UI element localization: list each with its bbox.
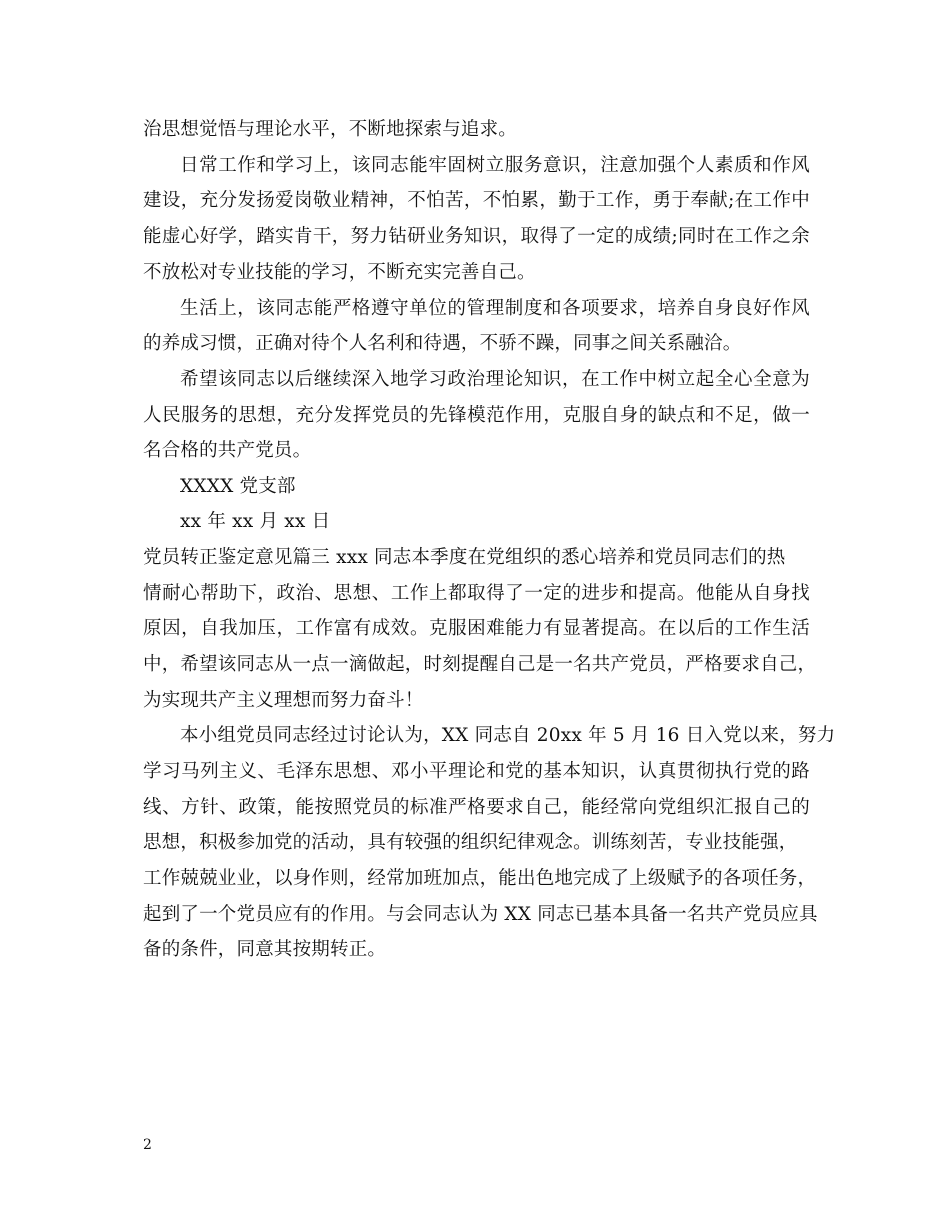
text-line: 能虚心好学，踏实肯干，努力钻研业务知识，取得了一定的成绩;同时在工作之余 bbox=[143, 226, 810, 247]
text-line: 情耐心帮助下，政治、思想、工作上都取得了一定的进步和提高。他能从自身找 bbox=[143, 583, 810, 604]
text-line: 不放松对专业技能的学习，不断充实完善自己。 bbox=[143, 262, 536, 283]
text-line: 治思想觉悟与理论水平，不断地探索与追求。 bbox=[143, 119, 518, 140]
section-heading-line: 党员转正鉴定意见篇三 xxx 同志本季度在党组织的悉心培养和党员同志们的热 bbox=[143, 547, 786, 568]
signature-org: XXXX 党支部 bbox=[180, 476, 296, 497]
page-number: 2 bbox=[143, 1137, 152, 1153]
text-line: 原因，自我加压，工作富有成效。克服困难能力有显著提高。在以后的工作生活 bbox=[143, 618, 810, 639]
text-line: 思想，积极参加党的活动，具有较强的组织纪律观念。训练刻苦，专业技能强， bbox=[143, 832, 798, 853]
text-line: 本小组党员同志经过讨论认为，XX 同志自 20xx 年 5 月 16 日入党以来，努力 bbox=[180, 725, 836, 746]
text-line: 起到了一个党员应有的作用。与会同志认为 XX 同志已基本具备一名共产党员应具 bbox=[143, 904, 818, 925]
text-line: 希望该同志以后继续深入地学习政治理论知识，在工作中树立起全心全意为 bbox=[180, 369, 810, 390]
signature-date: xx 年 xx 月 xx 日 bbox=[180, 511, 331, 532]
text-line: 人民服务的思想，充分发挥党员的先锋模范作用，克服自身的缺点和不足，做一 bbox=[143, 405, 810, 426]
text-line: 学习马列主义、毛泽东思想、邓小平理论和党的基本知识，认真贯彻执行党的路 bbox=[143, 761, 810, 782]
text-line: 建设，充分发扬爱岗敬业精神，不怕苦，不怕累，勤于工作，勇于奉献;在工作中 bbox=[143, 190, 810, 211]
text-line: 名合格的共产党员。 bbox=[143, 440, 312, 461]
text-line: 为实现共产主义理想而努力奋斗！ bbox=[143, 690, 424, 711]
text-line: 备的条件，同意其按期转正。 bbox=[143, 939, 387, 960]
text-line: 日常工作和学习上，该同志能牢固树立服务意识，注意加强个人素质和作风 bbox=[180, 155, 810, 176]
text-line: 生活上，该同志能严格遵守单位的管理制度和各项要求，培养自身良好作风 bbox=[180, 298, 810, 319]
text-line: 工作兢兢业业，以身作则，经常加班加点，能出色地完成了上级赋予的各项任务， bbox=[143, 868, 817, 889]
text-line: 线、方针、政策，能按照党员的标准严格要求自己，能经常向党组织汇报自己的 bbox=[143, 797, 810, 818]
text-line: 中，希望该同志从一点一滴做起，时刻提醒自己是一名共产党员，严格要求自己， bbox=[143, 654, 817, 675]
text-line: 的养成习惯，正确对待个人名利和待遇，不骄不躁，同事之间关系融洽。 bbox=[143, 333, 742, 354]
